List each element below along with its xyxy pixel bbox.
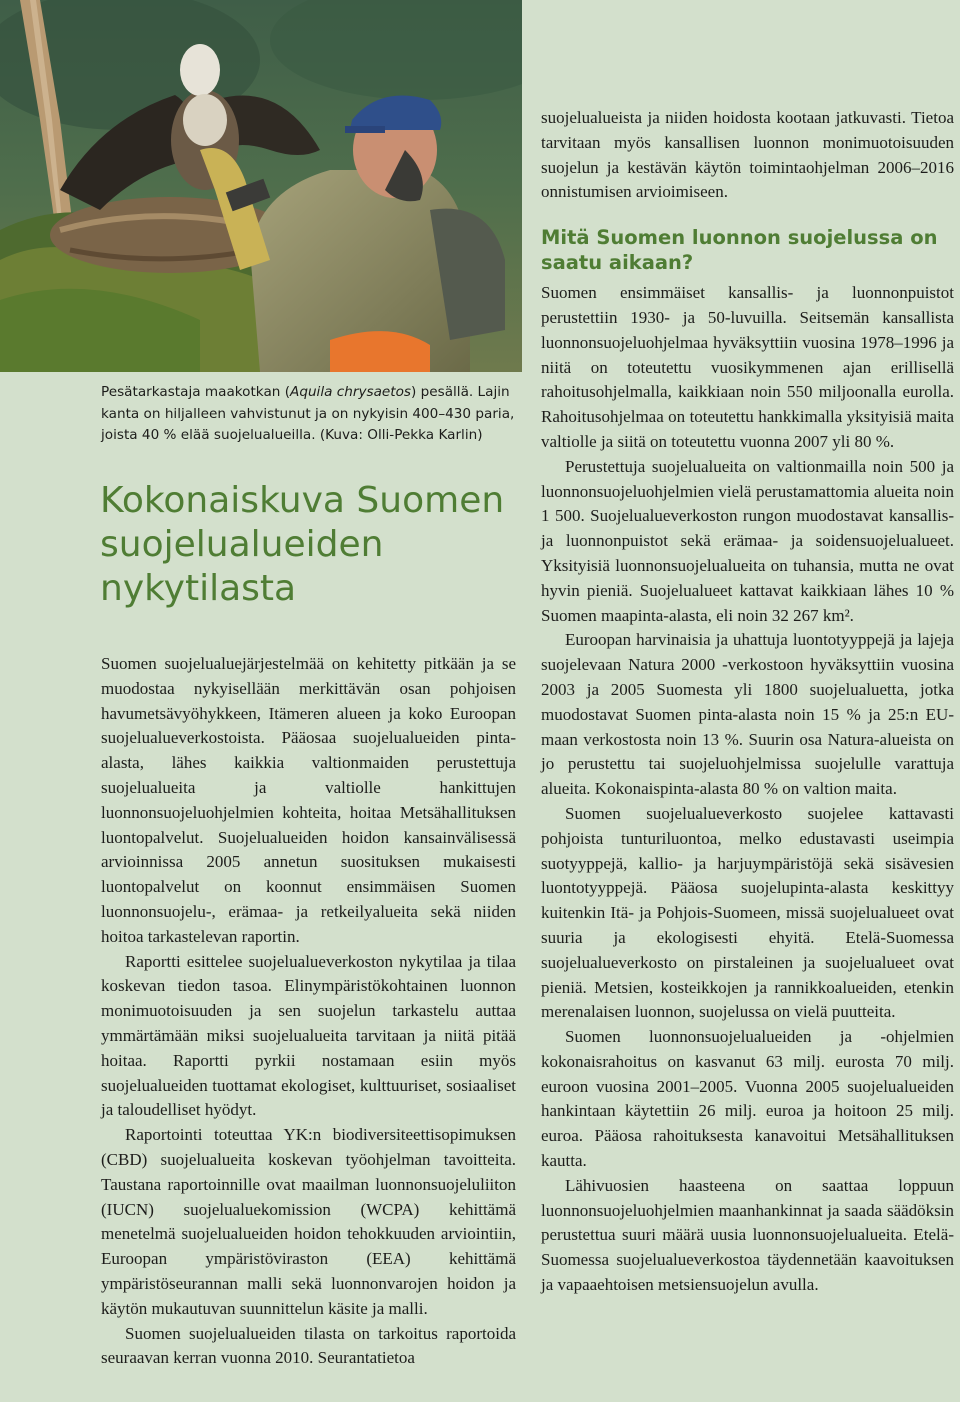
left-paragraph: Raportointi toteuttaa YK:n biodiversiteettisopimuksen (CBD) suojelualueita koskevan työohjelman tavoitteita. Taustana raportoinnille ovat maailman luonnonsuojeluliiton (IUCN) suojelualuekomission (WCPA) kehittämä menetelmä suojelualueiden hoidon tehokkuuden arviointiin, Euroopan ympäristöviraston (EEA) kehittämä ympäristöseurannan malli sekä luonnonvarojen hoidon ja käytön mukautuvan suunnittelun käsite ja malli. bbox=[101, 1125, 516, 1318]
photo-caption bbox=[101, 382, 519, 447]
left-paragraph: Suomen suojelualueiden tilasta on tarkoitus raportoida seuraavan kerran vuonna 2010. Seurantatietoa bbox=[101, 1323, 516, 1368]
right-paragraph: Suomen suojelualueverkosto suojelee kattavasti pohjoista tunturiluontoa, melko edustavasti useimpia suotyyppejä, kallio- ja harjuympäristöjä sekä sisävesien luontotyyppejä. Pääosa suojelupinta-alasta keskittyy kuitenkin Itä- ja Pohjois-Suomeen, missä suojelualueet ovat suuria ja ekologisesti ehyitä. Etelä-Suomessa suojelualueverkosto on pirstaleinen ja suojelualueet ovat pieniä. Metsien, kosteikkojen ja rannikkoalueiden, etenkin merenalaisen luonnon, suojelussa on vielä puutteita. bbox=[541, 803, 954, 1022]
caption-text-end: ) pesällä. Lajin kanta on hiljalleen vahvistunut ja on nykyisin 400–430 paria, joista 40 % elää suojelualueilla. (Kuva: Olli-Pekka Karlin) bbox=[101, 384, 515, 443]
right-paragraph: Euroopan harvinaisia ja uhattuja luontotyyppejä ja lajeja suojelevaan Natura 2000 -verkostoon hyväksyttiin vuosina 2003 ja 2005 Suomesta yli 1800 suojelualuetta, jotka muodostavat Suomen pinta-alasta noin 15 % ja 25:n EU-maan verkostosta noin 13 %. Suurin osa Natura-alueista on jo perustettu tai suojeluohjelmissa suojelulle varattuja alueita. Kokonaispinta-alasta 80 % on valtion maita. bbox=[541, 630, 954, 799]
right-paragraph: Suomen ensimmäiset kansallis- ja luonnonpuistot perustettiin 1930- ja 50-luvuilla. Seitsemän kansallista luonnonsuojeluohjelmaa hyväksyttiin vuosina 1978–1996 ja niitä on toteutettu vuosikymmenen ajan erillisellä rahoitusohjelmalla, kaikkiaan noin 550 miljoonalla eurolla. Rahoitusohjelmaa on toteutettu hankkimalla yksityisiä maita valtiolle ja siitä on toteutettu vuonna 2007 yli 80 %. bbox=[541, 283, 954, 451]
left-column bbox=[101, 652, 516, 1371]
eagle-nest-photo bbox=[0, 0, 522, 372]
right-column bbox=[541, 106, 954, 1298]
right-paragraph: Suomen luonnonsuojelualueiden ja -ohjelmien kokonaisrahoitus on kasvanut 63 milj. eurosta 70 milj. euroon vuosina 2001–2005. Vuonna 2005 suojelualueiden hankintaan käytettiin 26 milj. euroa ja hoitoon 25 milj. euroa. Pääosa rahoituksesta kanavoitui Metsähallituksen kautta. bbox=[541, 1027, 954, 1171]
article-title: Kokonaiskuva Suomen suojelualueiden nykytilasta bbox=[100, 480, 505, 609]
section-subheading: Mitä Suomen luonnon suojelussa on saatu aikaan? bbox=[541, 226, 938, 275]
right-paragraph: Lähivuosien haasteena on saattaa loppuun luonnonsuojeluohjelmien maanhankinnat ja saada säädöksin perustettua suuri määrä uusia luonnonsuojelualueita. Etelä-Suomessa suojelualueverkostoa täydennetään kaavoituksen ja vapaaehtoisen metsiensuojelun avulla. bbox=[541, 1175, 954, 1295]
eagle-nest-photo-icon bbox=[0, 0, 522, 372]
left-paragraph: Raportti esittelee suojelualueverkoston nykytilaa ja tilaa koskevan tiedon tasoa. Elinympäristökohtainen luonnon monimuotoisuuden ja sen suojelun tarkastelu auttaa ymmärtämään miksi suojelualueita tarvitaan ja niitä pitää hoitaa. Raportti pyrkii nostamaan esiin myös suojelualueiden tuottamat ekologiset, kulttuuriset, sosiaaliset ja taloudelliset hyödyt. bbox=[101, 951, 516, 1120]
left-paragraph: Suomen suojelualuejärjestelmää on kehitetty pitkään ja se muodostaa nykyisellään merkittävän osan pohjoisen havumetsävyöhykkeen, Itämeren alueen ja koko Euroopan suojelualueverkostoista. Pääosaa suojelualueiden pinta-alasta, lähes kaikkia valtionmaiden perustettuja suojelualueita ja valtiolle hankittujen luonnonsuojeluohjelmien kohteita, hoitaa Metsähallituksen luontopalvelut. Suojelualueiden hoidon kansainvälisessä arvioinnissa 2005 annetun suosituksen mukaisesti luontopalvelut on koonnut ensimmäisen Suomen luonnonsuojelu-, erämaa- ja retkeilyalueita sekä niiden hoitoa tarkastelevan raportin. bbox=[101, 654, 516, 946]
caption-species-name: Aquila chrysaetos bbox=[290, 384, 411, 400]
caption-text-start: Pesätarkastaja maakotkan ( bbox=[101, 384, 291, 400]
right-paragraph: Perustettuja suojelualueita on valtionmailla noin 500 ja luonnonsuojeluohjelmien vielä perustamattomia alueita noin 1 500. Suojelualueverkoston rungon muodostavat kansallis- ja luonnonpuistot sekä erämaa- ja soidensuojelualueet. Yksityisiä luonnonsuojelualueita on tuhansia, mutta ne ovat hyvin pieniä. Suojelualueet kattavat kaikkiaan lähes 10 % Suomen maapinta-alasta, eli noin 32 267 km². bbox=[541, 456, 954, 625]
right-continuation: suojelualueista ja niiden hoidosta kootaan jatkuvasti. Tietoa tarvitaan myös kansallisen luonnon monimuotoisuuden suojelun ja kestävän käytön toimintaohjelman 2006–2016 onnistumisen arvioimiseen. bbox=[541, 108, 954, 202]
